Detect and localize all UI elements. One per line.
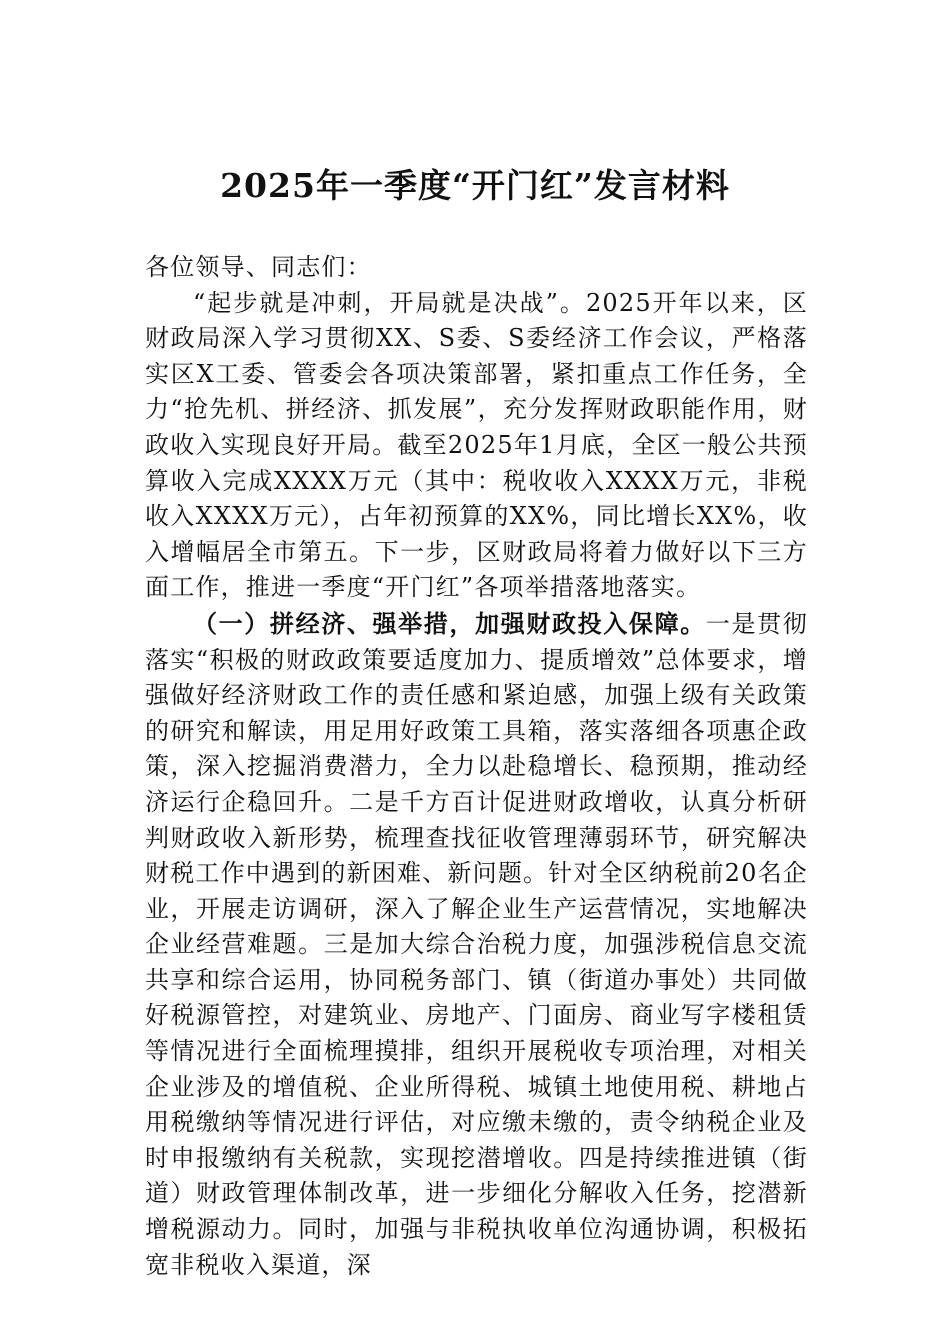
document-title: 2025年一季度“开门红”发言材料 [220,166,730,205]
greeting-line: 各位领导、同志们： [145,253,372,281]
section-1-paragraph [145,606,808,1283]
section-1-body: 一是贯彻落实“积极的财政政策要适度加力、提质增效”总体要求，增强做好经济财政工作的责任感和紧迫感，加强上级有关政策的研究和解读，用足用好政策工具箱，落实落细各项惠企政策，深入挖掘消费潜力，全力以赴稳增长、稳预期，推动经济运行企稳回升。二是千方百计促进财政增收，认真分析研判财政收入新形势，梳理查找征收管理薄弱环节，研究解决财税工作中遇到的新困难、新问题。针对全区纳税前20名企业，开展走访调研，深入了解企业生产运营情况，实地解决企业经营难题。三是加大综合治税力度，加强涉税信息交流共享和综合运用，协同税务部门、镇（街道办事处）共同做好税源管控，对建筑业、房地产、门面房、商业写字楼租赁等情况进行全面梳理摸排，组织开展税收专项治理，对相关企业涉及的增值税、企业所得税、城镇土地使用税、耕地占用税缴纳等情况进行评估，对应缴未缴的，责令纳税企业及时申报缴纳有关税款，实现挖潜增收。四是持续推进镇（街道）财政管理体制改革，进一步细化分解收入任务，挖潜新增税源动力。同时，加强与非税执收单位沟通协调，积极拓宽非税收入渠道，深 [145,609,808,1279]
document-body [145,250,808,1283]
intro-paragraph: “起步就是冲刺，开局就是决战”。2025开年以来，区财政局深入学习贯彻XX、S委、S委经济工作会议，严格落实区X工委、管委会各项决策部署，紧扣重点工作任务，全力“抢先机、拼经济、抓发展”，充分发挥财政职能作用，财政收入实现良好开局。截至2025年1月底，全区一般公共预算收入完成XXXX万元（其中：税收收入XXXX万元，非税收入XXXX万元），占年初预算的XX%，同比增长XX%，收入增幅居全市第五。下一步，区财政局将着力做好以下三方面工作，推进一季度“开门红”各项举措落地落实。 [145,288,808,602]
section-1-heading: （一）拼经济、强举措，加强财政投入保障。 [193,608,706,638]
